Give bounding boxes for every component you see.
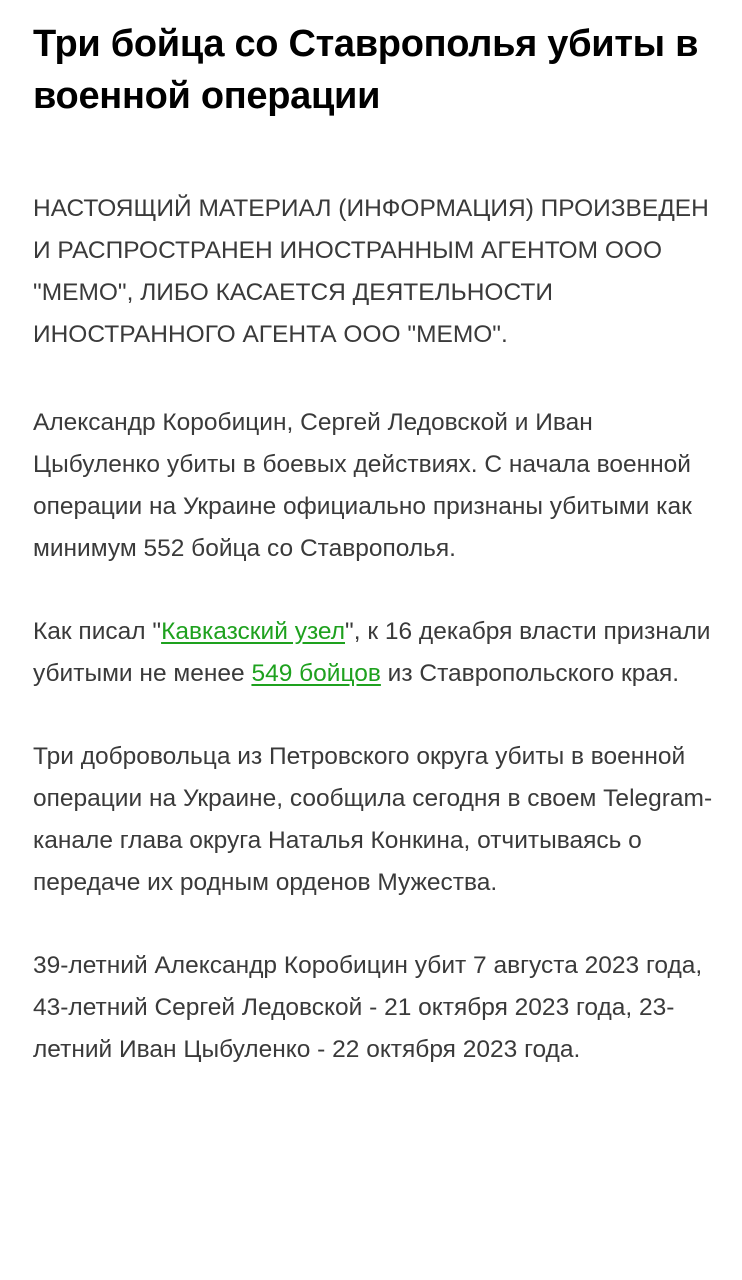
paragraph-volunteers: Три добровольца из Петровского округа убиты в военной операции на Украине, сообщила сегодня в своем Telegram-канале глава округа Наталья Конкина, отчитываясь о передаче их родным орденов Мужества.: [33, 743, 713, 896]
paragraph-text: ", к 16 декабря власти признали убитыми не менее: [33, 618, 711, 687]
kavkaz-uzel-link[interactable]: Кавказский узел: [161, 618, 346, 645]
article-title: Три бойца со Ставрополья убиты в военной операции: [33, 23, 699, 117]
foreign-agent-disclaimer: НАСТОЯЩИЙ МАТЕРИАЛ (ИНФОРМАЦИЯ) ПРОИЗВЕДЕН И РАСПРОСТРАНЕН ИНОСТРАННЫМ АГЕНТОМ ООО "МЕМО", ЛИБО КАСАЕТСЯ ДЕЯТЕЛЬНОСТИ ИНОСТРАННОГО АГЕНТА ООО "МЕМО".: [33, 195, 709, 348]
paragraph-dates: 39-летний Александр Коробицин убит 7 августа 2023 года, 43-летний Сергей Ледовской - 21 октября 2023 года, 23-летний Иван Цыбуленко - 22 октября 2023 года.: [33, 952, 703, 1063]
article: [33, 18, 723, 1071]
fighters-count-link[interactable]: 549 бойцов: [251, 660, 381, 687]
paragraph-source: [33, 611, 723, 695]
paragraph-text: Как писал ": [33, 618, 162, 645]
lead-paragraph: Александр Коробицин, Сергей Ледовской и Иван Цыбуленко убиты в боевых действиях. С начала военной операции на Украине официально признаны убитыми как минимум 552 бойца со Ставрополья.: [33, 409, 692, 562]
paragraph-text: из Ставропольского края.: [380, 660, 680, 687]
